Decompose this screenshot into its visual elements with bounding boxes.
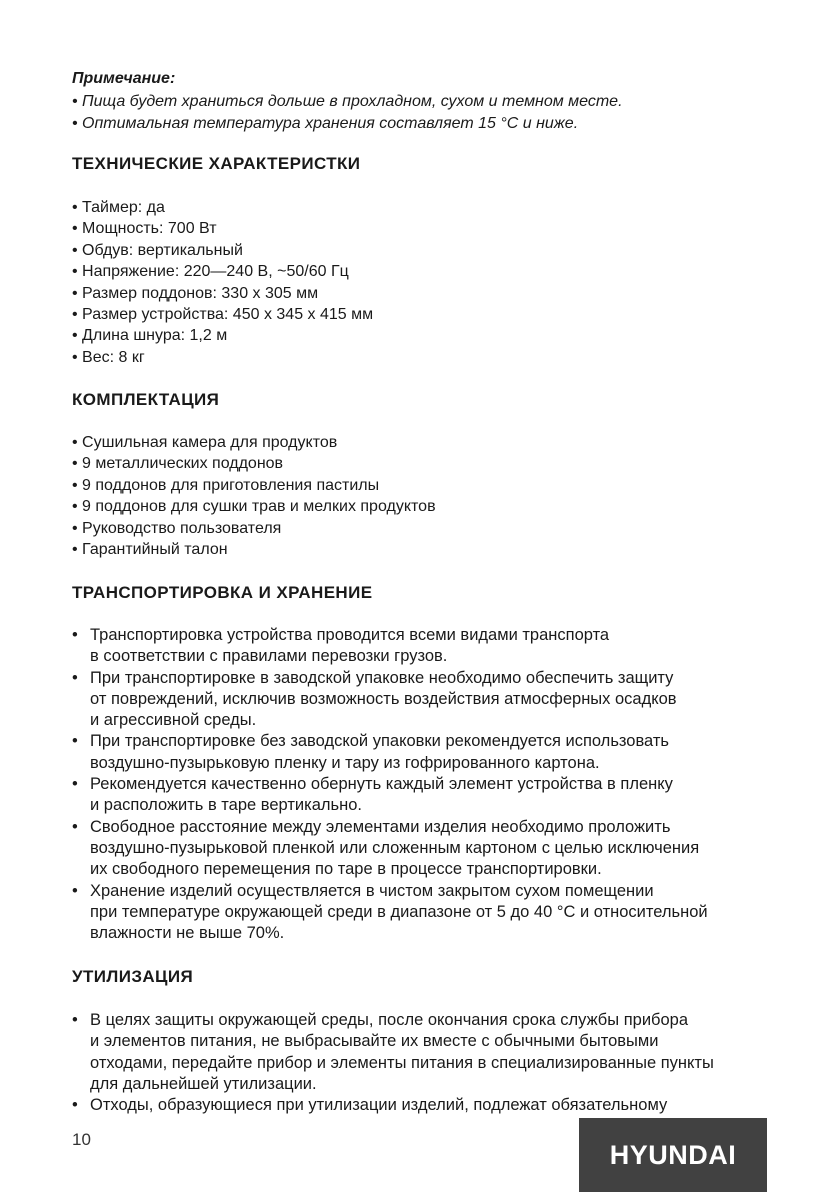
list-item-line: и расположить в таре вертикально. [90,796,362,815]
list-item-line: и агрессивной среды. [90,711,257,730]
list-item: • Руководство пользователя [72,518,436,539]
list-item-line: при температуре окружающей среди в диапазоне от 5 до 40 °С и относительной [90,902,708,921]
brand-logo [579,1118,767,1192]
list-item: • 9 поддонов для сушки трав и мелких продуктов [72,496,436,517]
transport-list [72,625,772,944]
list-item [72,1010,772,1095]
list-item-line: • Свободное расстояние между элементами изделия необходимо проложить [90,817,671,836]
list-item [72,881,772,945]
transport-heading: ТРАНСПОРТИРОВКА И ХРАНЕНИЕ [72,583,373,602]
list-item: • Размер поддонов: 330 х 305 мм [72,283,373,304]
page-number: 10 [72,1130,91,1149]
list-item-line: и элементов питания, не выбрасывайте их вместе с обычными бытовыми [90,1032,659,1051]
list-item-line: • При транспортировке в заводской упаковке необходимо обеспечить защиту [90,668,674,687]
note-line: • Оптимальная температура хранения составляет 15 °С и ниже. [72,115,579,132]
note-block [72,68,623,136]
list-item: • Гарантийный талон [72,539,436,560]
disposal-list [72,1010,772,1116]
list-item-line: • Рекомендуется качественно обернуть каждый элемент устройства в пленку [90,775,673,794]
note-title: Примечание: [72,70,176,87]
list-item: • Обдув: вертикальный [72,240,373,261]
list-item [72,668,772,732]
list-item: • Напряжение: 220—240 В, ~50/60 Гц [72,261,373,282]
specs-list [72,197,373,368]
disposal-heading: УТИЛИЗАЦИЯ [72,967,194,986]
kit-heading: КОМПЛЕКТАЦИЯ [72,390,220,409]
list-item [72,625,772,668]
list-item: • Вес: 8 кг [72,347,373,368]
list-item-line: воздушно-пузырьковой пленкой или сложенным картоном с целью исключения [90,838,700,857]
list-item [72,1095,772,1116]
list-item-line: • Хранение изделий осуществляется в чистом закрытом сухом помещении [90,881,654,900]
list-item-line: • Транспортировка устройства проводится всеми видами транспорта [90,626,610,644]
list-item-line: • В целях защиты окружающей среды, после окончания срока службы прибора [90,1011,689,1029]
list-item-line: от повреждений, исключив возможность воздействия атмосферных осадков [90,689,677,708]
list-item-line: • Отходы, образующиеся при утилизации изделий, подлежат обязательному [90,1096,668,1115]
list-item-line: • При транспортировке без заводской упаковки рекомендуется использовать [90,732,670,751]
list-item-line: воздушно-пузырьковую пленку и тару из гофрированного картона. [90,753,600,772]
list-item: • Таймер: да [72,197,373,218]
list-item [72,731,772,774]
kit-list [72,432,436,560]
list-item: • Размер устройства: 450 х 345 х 415 мм [72,304,373,325]
list-item [72,817,772,881]
list-item: • Мощность: 700 Вт [72,218,373,239]
specs-heading: ТЕХНИЧЕСКИЕ ХАРАКТЕРИСТКИ [72,154,361,173]
list-item-line: для дальнейшей утилизации. [90,1074,317,1093]
list-item: • Длина шнура: 1,2 м [72,325,373,346]
list-item-line: их свободного перемещения по таре в процессе транспортировки. [90,860,602,879]
list-item-line: отходами, передайте прибор и элементы питания в специализированные пункты [90,1053,714,1072]
list-item-line: влажности не выше 70%. [90,924,285,943]
list-item [72,774,772,817]
list-item-line: в соответствии с правилами перевозки грузов. [90,647,448,666]
list-item: • 9 поддонов для приготовления пастилы [72,475,436,496]
note-line: • Пища будет храниться дольше в прохладном, сухом и темном месте. [72,92,623,110]
list-item: • 9 металлических поддонов [72,453,436,474]
list-item: • Сушильная камера для продуктов [72,432,436,453]
brand-logo-text: HYUNDAI [609,1139,737,1170]
